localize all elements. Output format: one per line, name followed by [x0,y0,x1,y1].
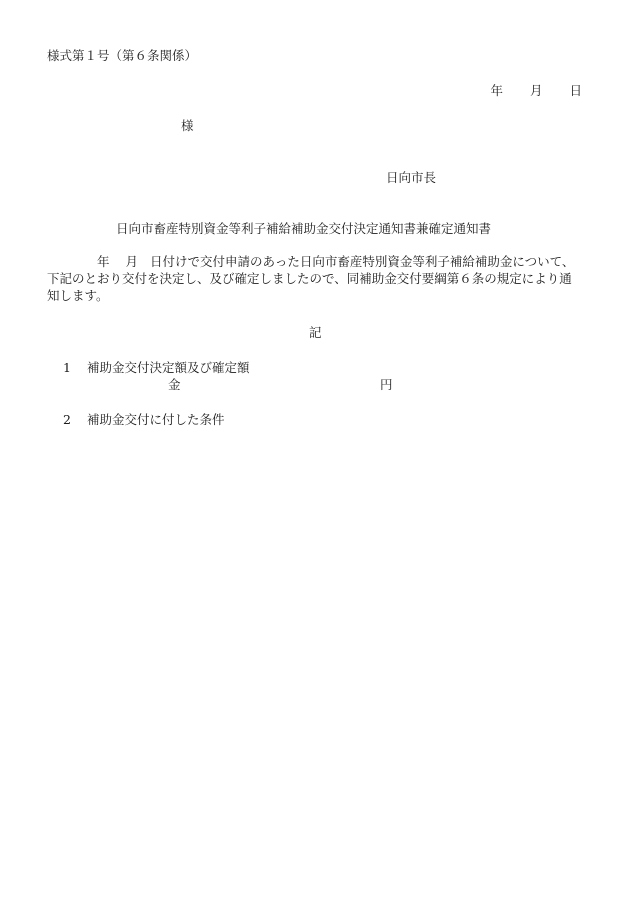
body-lead-space [47,254,97,269]
item-2-label: 補助金交付に付した条件 [87,412,225,427]
item-2-number: 2 [63,412,71,427]
date-line [490,83,582,99]
body-text: 日付けで交付申請のあった日向市畜産特別資金等利子補給補助金について、下記のとおり交付を決定し、及び確定しましたので、同補助金交付要綱第６条の規定により通知します。 [47,254,575,303]
addressee-suffix: 様 [181,118,194,133]
date-month-label: 月 [529,83,543,98]
ki-heading: 記 [309,325,322,340]
item-1-number: 1 [63,360,71,375]
body-paragraph [47,253,582,304]
body-month-label: 月 [125,254,139,269]
issuer-name: 日向市長 [386,170,437,185]
date-year-label: 年 [490,83,503,98]
body-year-label: 年 [97,254,110,269]
date-day-label: 日 [569,83,582,98]
item-1-amount-unit: 円 [380,377,393,392]
item-1-amount-prefix: 金 [168,377,181,392]
document-title: 日向市畜産特別資金等利子補給補助金交付決定通知書兼確定通知書 [116,221,492,236]
item-1 [63,360,250,376]
form-number: 様式第１号（第６条関係） [47,48,198,63]
item-1-label: 補助金交付決定額及び確定額 [87,360,250,375]
item-2 [63,412,225,428]
